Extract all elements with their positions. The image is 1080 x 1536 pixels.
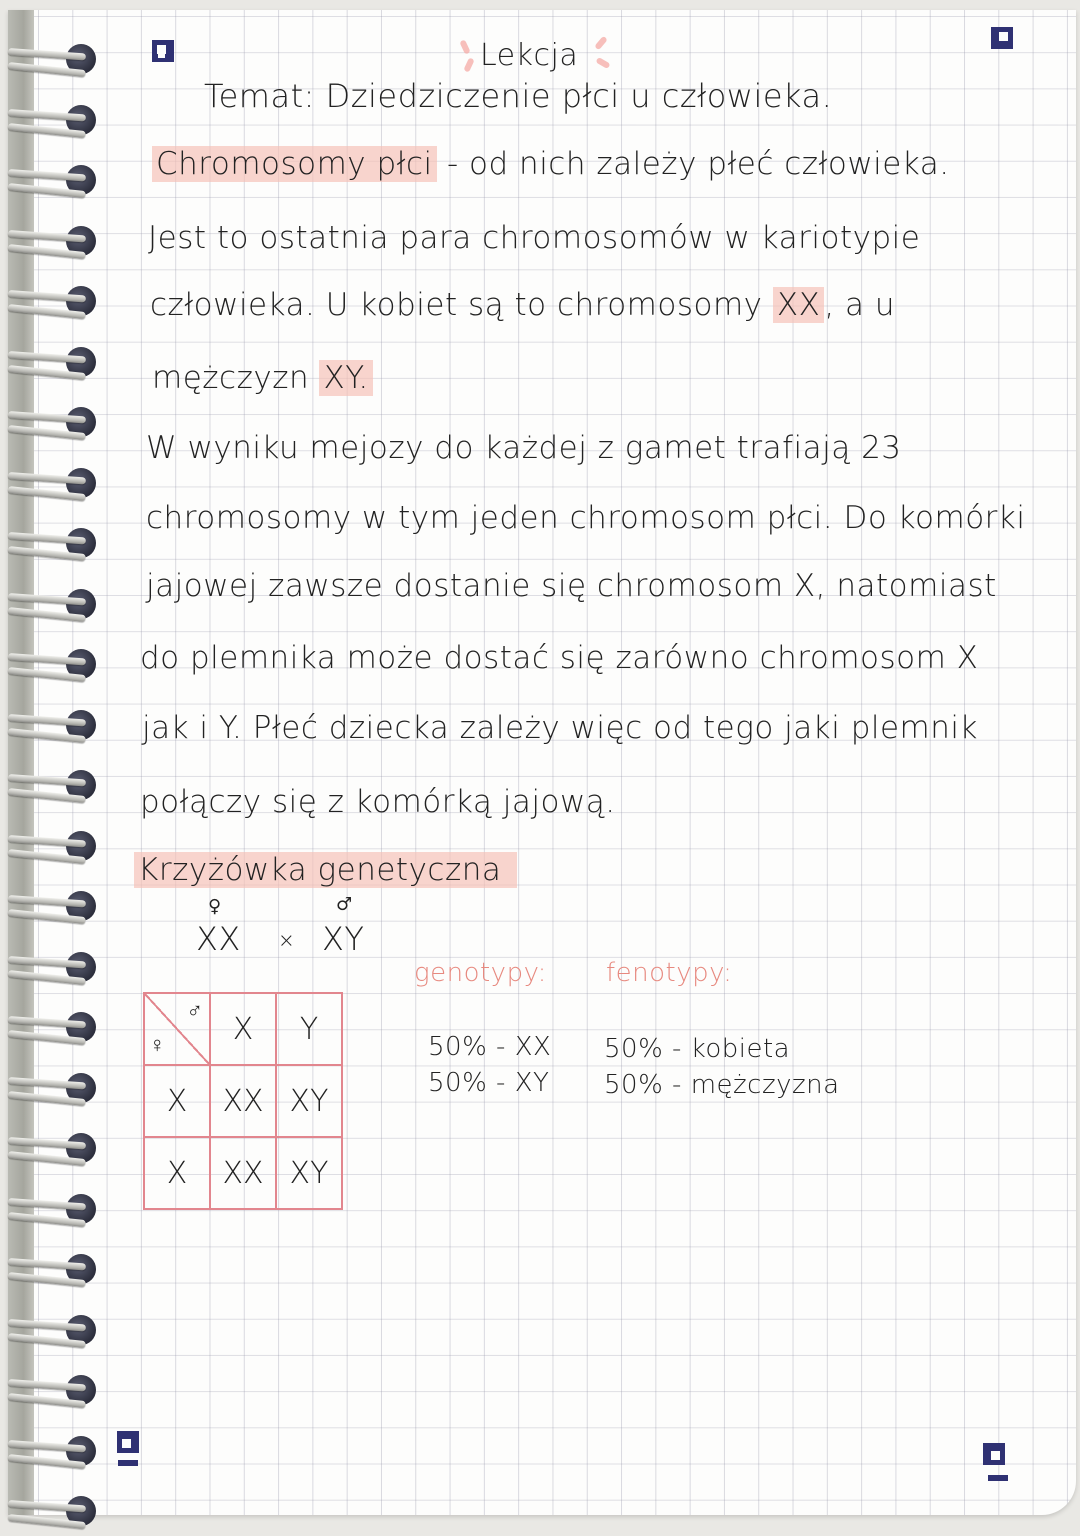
spiral-ring-icon: [8, 403, 100, 447]
text-line: chromosomy w tym jeden chromosom płci. Do komórki: [146, 500, 1026, 536]
spiral-ring-icon: [8, 101, 100, 145]
corner-marker-bar: [118, 1460, 138, 1466]
spiral-ring-icon: [8, 282, 100, 326]
spiral-ring-icon: [8, 1371, 100, 1415]
male-icon: ♂: [186, 999, 203, 1024]
spiral-ring-icon: [8, 1190, 100, 1234]
punnett-cell: XY: [276, 1065, 342, 1137]
text-line: Chromosomy płci - od nich zależy płeć człowieka.: [152, 144, 950, 184]
female-icon: ♀: [208, 896, 222, 917]
punnett-square: [143, 992, 343, 1210]
punnett-row-header: X: [144, 1065, 210, 1137]
text-line: do plemnika może dostać się zarówno chromosom X: [140, 640, 979, 676]
punnett-cell: XX: [210, 1137, 276, 1209]
text-line: W wyniku mejozy do każdej z gamet trafiają 23: [146, 430, 902, 466]
corner-marker-bottom-left-icon: [117, 1431, 139, 1453]
spiral-ring-icon: [8, 161, 100, 205]
spiral-ring-icon: [8, 343, 100, 387]
highlighted-term: Chromosomy płci: [152, 146, 437, 182]
highlighted-term: XY.: [319, 360, 372, 396]
spiral-ring-icon: [8, 948, 100, 992]
text-line: jajowej zawsze dostanie się chromosom X, natomiast: [146, 568, 997, 604]
spiral-ring-icon: [8, 645, 100, 689]
corner-marker-top-right-icon: [991, 27, 1013, 49]
punnett-column-header: X: [210, 993, 276, 1065]
spiral-ring-icon: [8, 1311, 100, 1355]
section-heading: Krzyżówka genetyczna: [134, 850, 517, 890]
text-line: połączy się z komórką jajową.: [140, 784, 616, 820]
phenotype-item: 50% - kobieta: [604, 1034, 791, 1064]
spiral-ring-icon: [8, 1250, 100, 1294]
spiral-ring-icon: [8, 222, 100, 266]
corner-marker-bottom-right-icon: [983, 1443, 1005, 1465]
genotype-item: 50% - XY: [428, 1068, 550, 1098]
text-line: mężczyzn XY.: [152, 358, 373, 398]
spiral-ring-icon: [8, 464, 100, 508]
corner-marker-top-left-icon: [152, 40, 174, 62]
page-title: Temat: Dziedziczenie płci u człowieka.: [204, 77, 833, 115]
punnett-column-header: Y: [276, 993, 342, 1065]
spiral-ring-icon: [8, 887, 100, 931]
spiral-ring-icon: [8, 1008, 100, 1052]
phenotypes-label: fenotypy:: [606, 958, 733, 988]
genotypes-label: genotypy:: [414, 958, 547, 988]
female-icon: ♀: [149, 1033, 166, 1058]
phenotype-item: 50% - mężczyzna: [604, 1070, 840, 1100]
spiral-ring-icon: [8, 827, 100, 871]
female-genotype: XX: [196, 920, 241, 958]
text-line: Jest to ostatnia para chromosomów w kariotypie: [148, 220, 921, 256]
text-line: człowieka. U kobiet są to chromosomy XX , a u: [150, 287, 896, 323]
spiral-ring-icon: [8, 1069, 100, 1113]
highlighted-term: XX: [773, 287, 824, 323]
spiral-ring-icon: [8, 585, 100, 629]
text-line: jak i Y. Płeć dziecka zależy więc od tego jaki plemnik: [142, 710, 978, 746]
punnett-row-header: X: [144, 1137, 210, 1209]
male-genotype: XY: [322, 920, 365, 958]
spiral-ring-icon: [8, 524, 100, 568]
spiral-ring-icon: [8, 766, 100, 810]
genotype-item: 50% - XX: [428, 1032, 552, 1062]
male-icon: ♂: [336, 894, 353, 915]
punnett-corner-cell: [144, 993, 210, 1065]
spiral-ring-icon: [8, 1492, 100, 1536]
spiral-ring-icon: [8, 706, 100, 750]
spiral-ring-icon: [8, 1129, 100, 1173]
lesson-label: Lekcja: [480, 38, 579, 73]
punnett-cell: XX: [210, 1065, 276, 1137]
spiral-ring-icon: [8, 1432, 100, 1476]
cross-times: ×: [278, 928, 296, 952]
corner-marker-bar: [988, 1475, 1008, 1481]
punnett-cell: XY: [276, 1137, 342, 1209]
spiral-ring-icon: [8, 40, 100, 84]
